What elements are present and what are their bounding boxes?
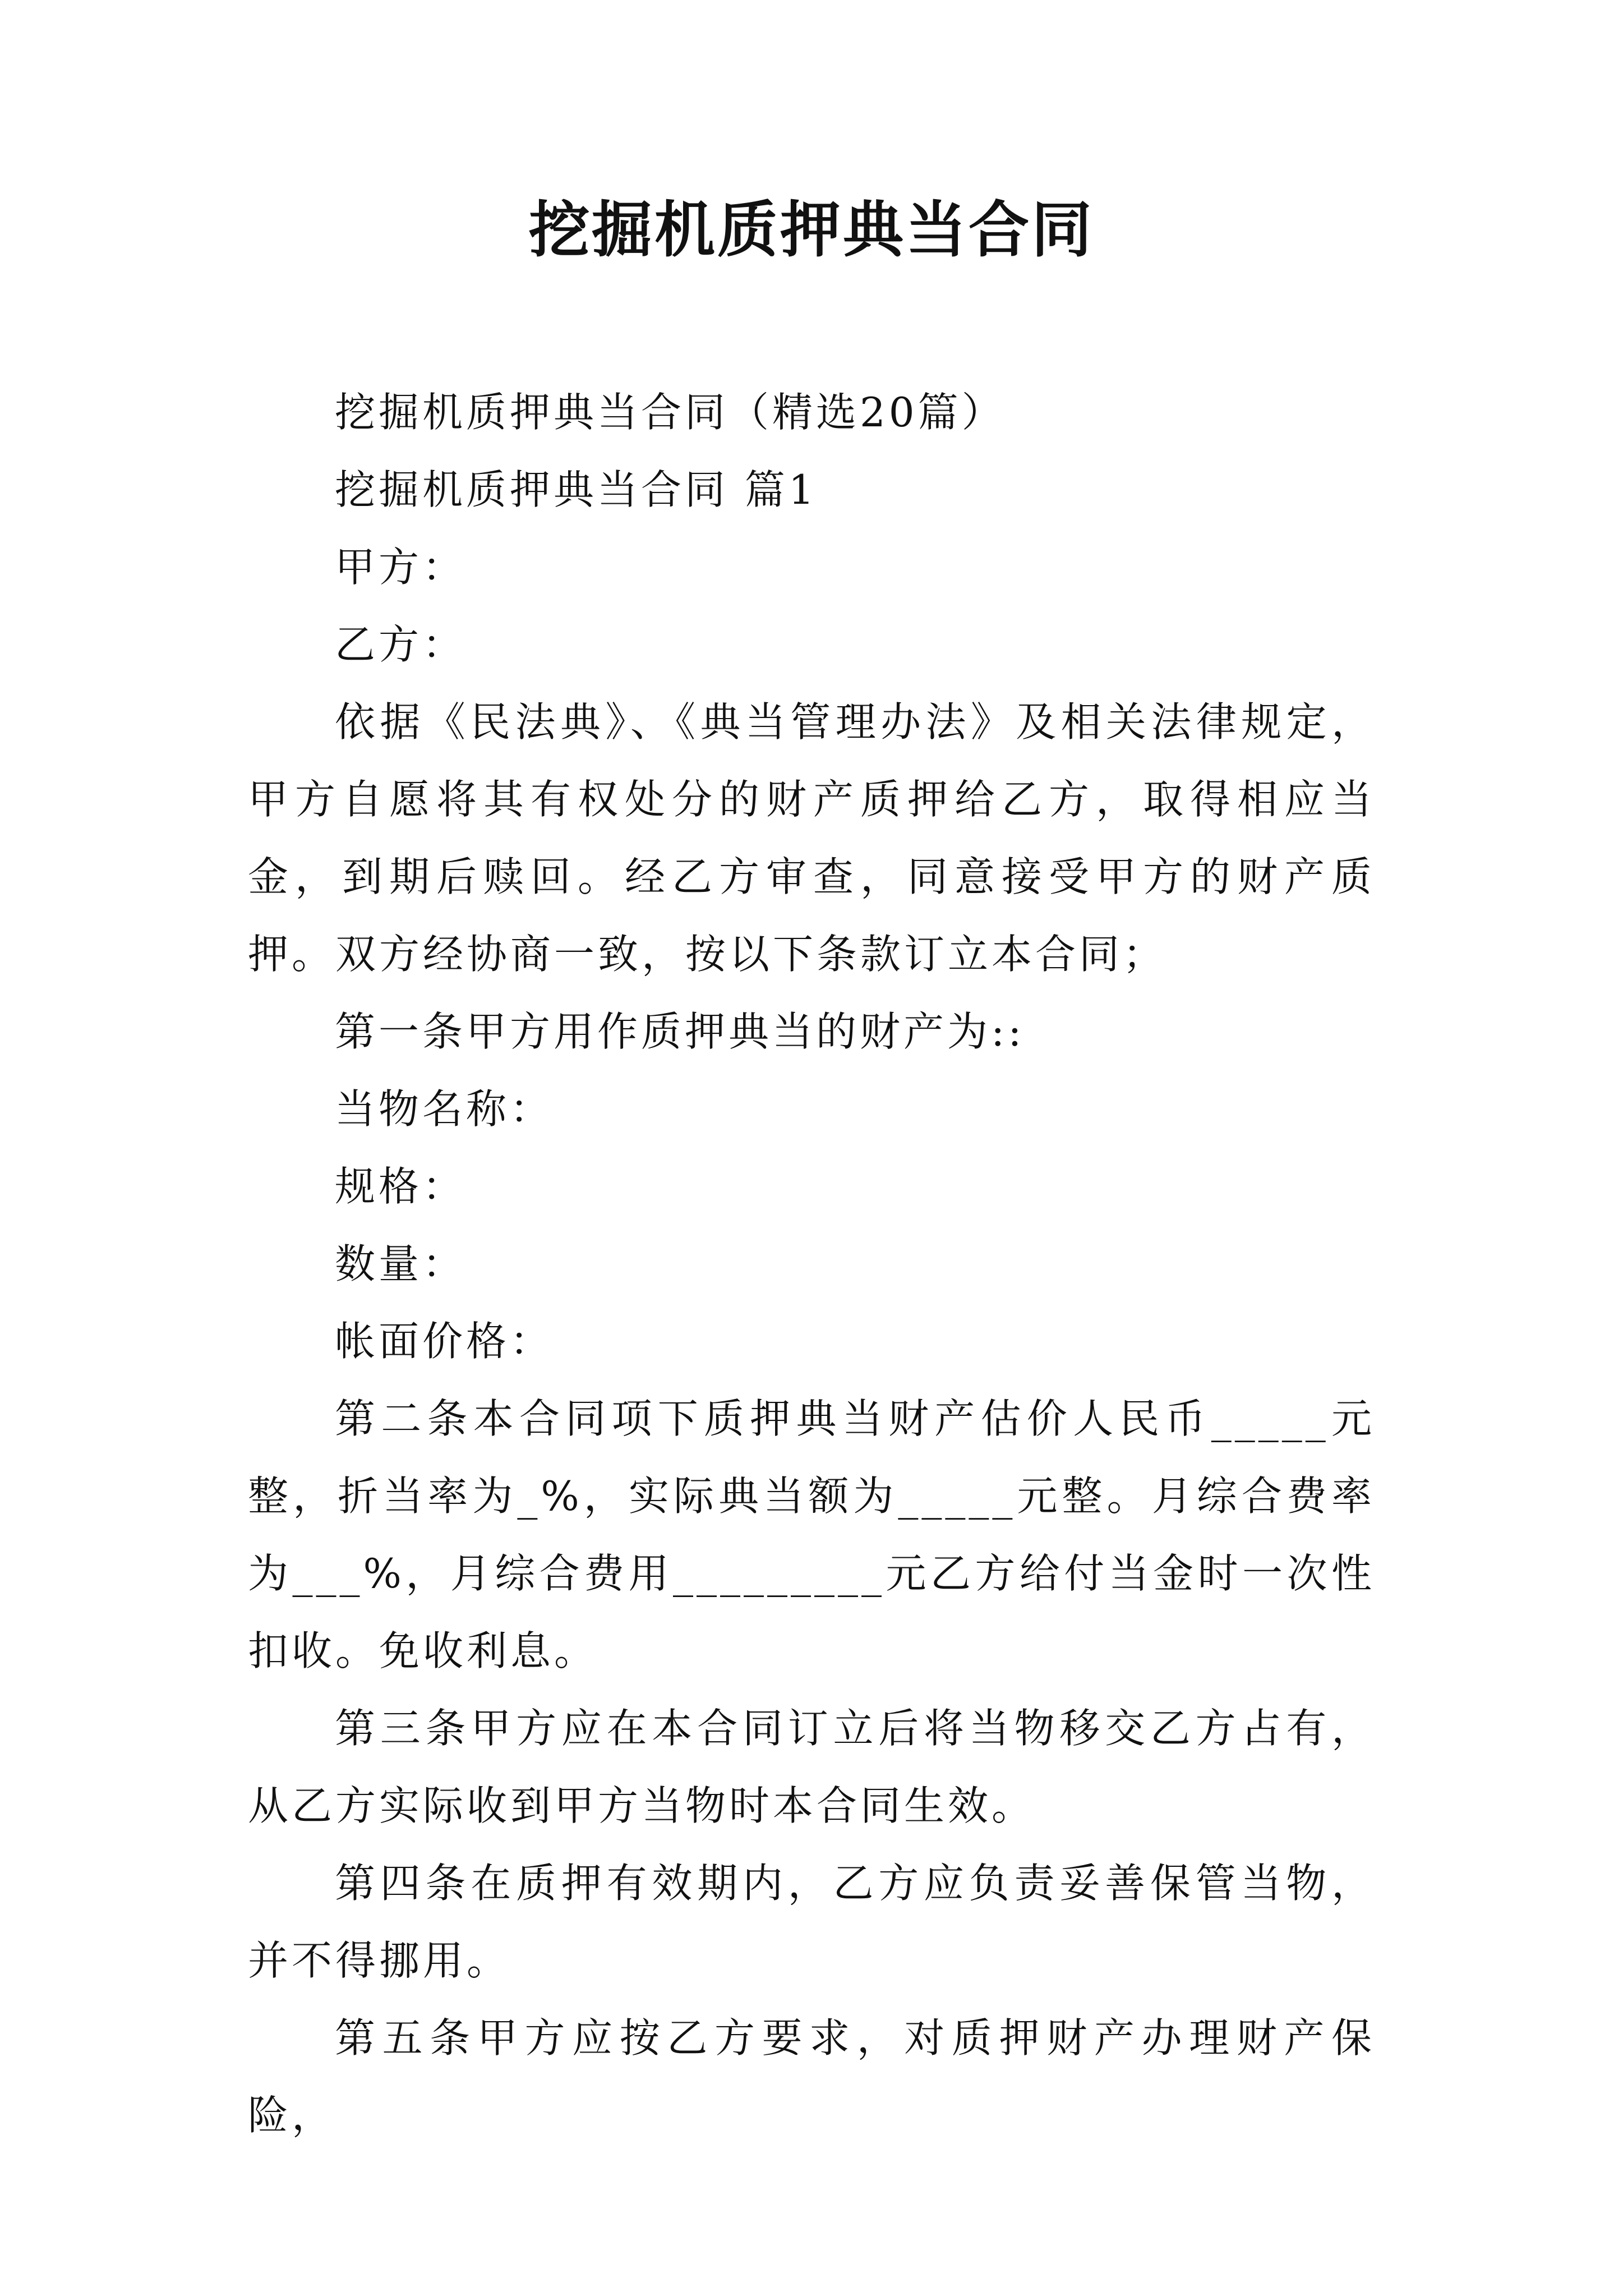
paragraph-item-book-value: 帐面价格： [335,1318,554,1365]
paragraph-item-quantity: 数量： [335,1240,467,1287]
paragraph-article-4: 第四条在质押有效期内，乙方应负责妥善保管当物，并不得挪用。 [248,1860,1375,1984]
document-title: 挖掘机质押典当合同 [528,195,1094,265]
paragraph-item-spec: 规格： [335,1163,467,1210]
document-body [248,374,1375,2154]
paragraph-party-a: 甲方： [335,544,467,591]
paragraph-article-2: 第二条本合同项下质押典当财产估价人民币_____元整，折当率为_%，实际典当额为_____元整。月综合费率为___%，月综合费用_________元乙方给付当金时一次性扣收。免收利息。 [248,1395,1375,1674]
paragraph-subtitle: 挖掘机质押典当合同（精选20篇） [335,389,1006,436]
paragraph-article-3: 第三条甲方应在本合同订立后将当物移交乙方占有，从乙方实际收到甲方当物时本合同生效。 [248,1705,1375,1829]
paragraph-item-name: 当物名称： [335,1085,554,1133]
paragraph-preamble: 依据《民法典》、《典当管理办法》及相关法律规定，甲方自愿将其有权处分的财产质押给乙方，取得相应当金，到期后赎回。经乙方审查，同意接受甲方的财产质押。双方经协商一致，按以下条款订立本合同； [248,698,1375,978]
paragraph-article-5: 第五条甲方应按乙方要求，对质押财产办理财产保险， [248,2014,1375,2139]
paragraph-article-1: 第一条甲方用作质押典当的财产为:: [335,1008,1025,1055]
paragraph-section-heading: 挖掘机质押典当合同 篇1 [335,466,818,513]
paragraph-party-b: 乙方： [335,621,467,668]
